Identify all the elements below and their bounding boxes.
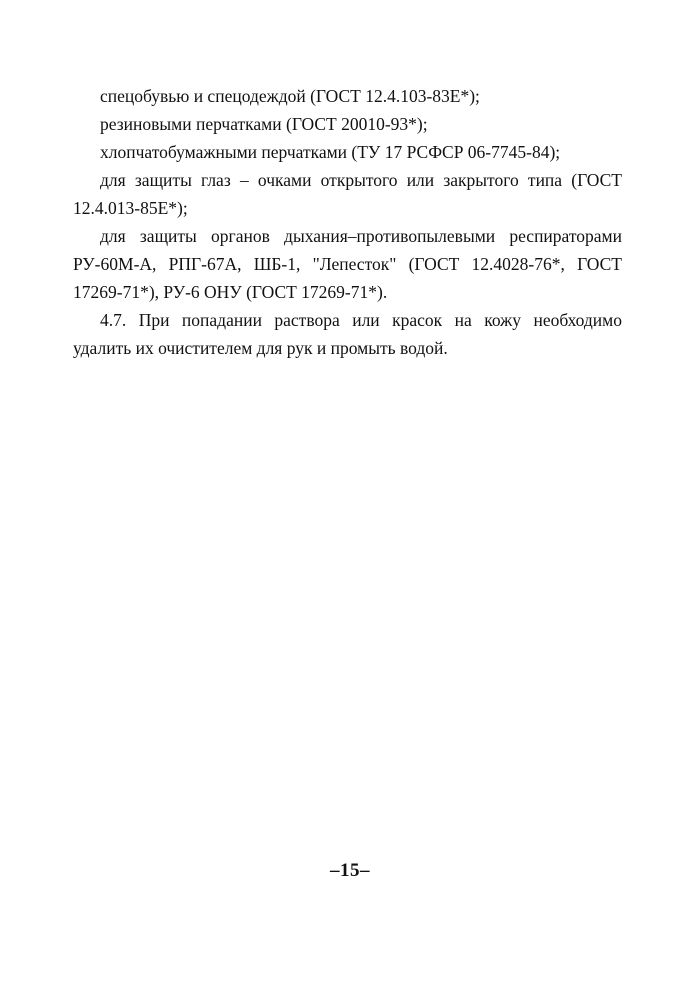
text-line-eye-protection: для защиты глаз – очками открытого или закрытого типа (ГОСТ <box>100 170 622 190</box>
text-line-respirator-models: РУ-60М-А, РПГ-67А, ШБ-1, "Лепесток" (ГОСТ 12.4028-76*, ГОСТ <box>73 254 622 274</box>
text-line-eye-protection-standard: 12.4.013-85Е*); <box>73 198 188 218</box>
text-line-section-4-7: 4.7. При попадании раствора или красок на кожу необходимо <box>100 310 622 330</box>
text-line-ppe-footwear: спецобувью и спецодеждой (ГОСТ 12.4.103-83Е*); <box>100 86 480 106</box>
text-line-rubber-gloves: резиновыми перчатками (ГОСТ 20010-93*); <box>100 114 428 134</box>
text-line-respiratory-protection: для защиты органов дыхания–противопылевыми респираторами <box>100 226 622 246</box>
text-line-respirator-standards: 17269-71*), РУ-6 ОНУ (ГОСТ 17269-71*). <box>73 282 388 302</box>
body-text <box>73 82 622 362</box>
text-line-cotton-gloves: хлопчатобумажными перчатками (ТУ 17 РСФСР 06-7745-84); <box>100 142 561 162</box>
text-line-section-4-7-cont: удалить их очистителем для рук и промыть водой. <box>73 338 448 358</box>
page-number: –15– <box>330 860 370 881</box>
